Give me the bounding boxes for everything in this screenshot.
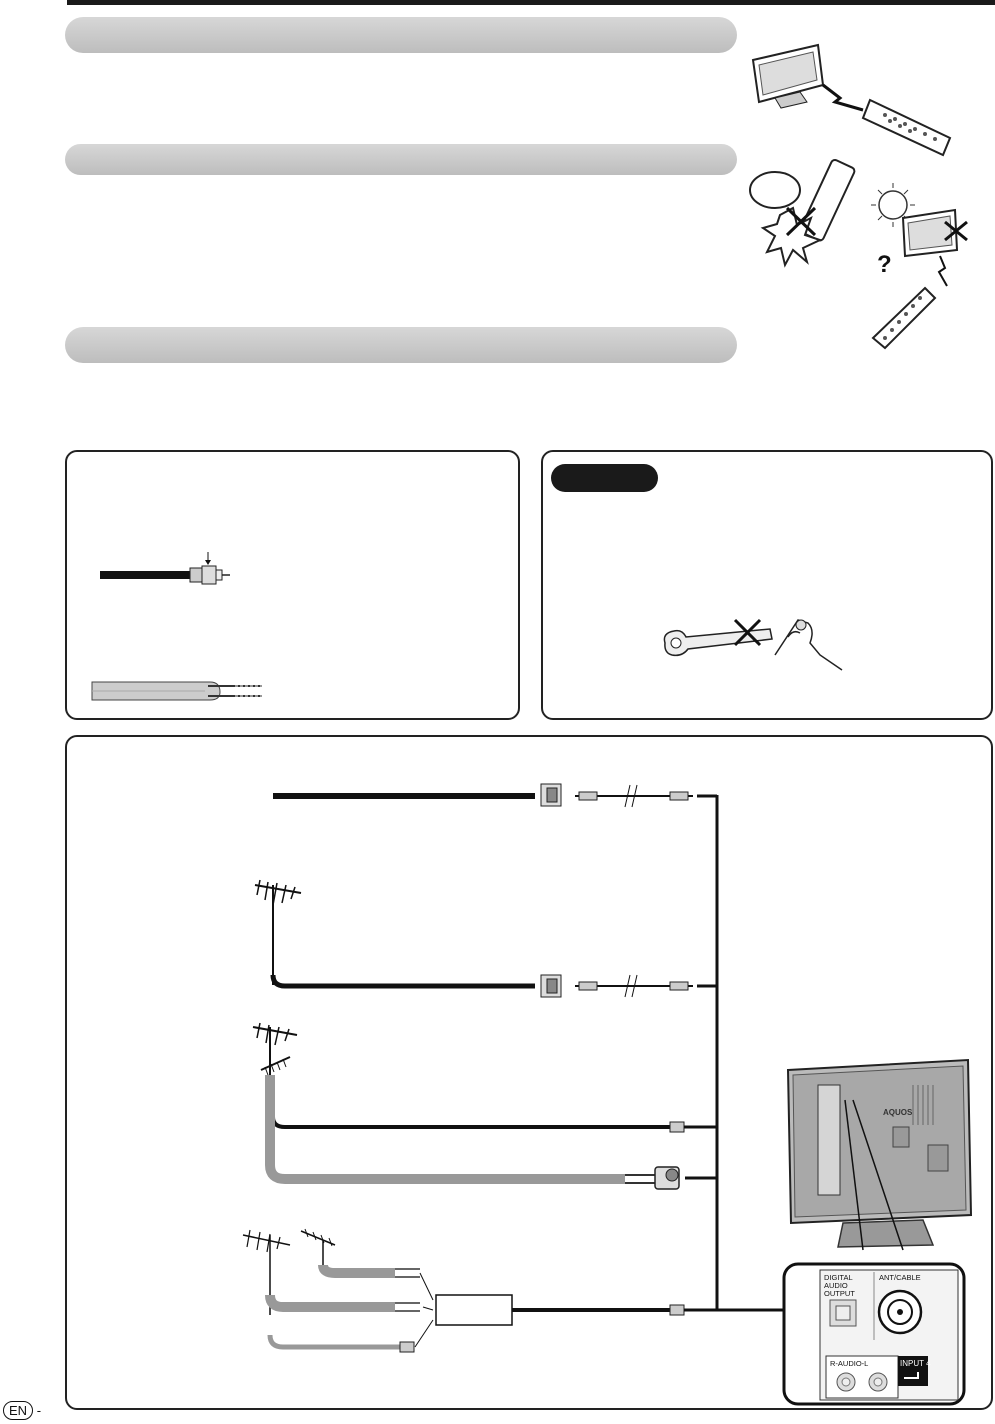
port-detail-inset	[782, 1262, 967, 1407]
tv-brand-label: AQUOS	[883, 1108, 913, 1117]
language-badge: EN	[3, 1401, 33, 1420]
caution-label-pill	[551, 464, 658, 492]
svg-text:R-AUDIO-L: R-AUDIO-L	[830, 1359, 869, 1368]
cable-service-line	[273, 784, 717, 807]
combiner-inputs	[270, 1265, 433, 1352]
svg-text:AUDIO: AUDIO	[824, 1281, 848, 1290]
combiner-output-line	[512, 1305, 717, 1315]
page-dash: -	[36, 1403, 42, 1418]
twin-lead-cable-illustration	[90, 676, 270, 706]
combined-coaxial-line	[273, 1075, 717, 1132]
matching-transformer-icon	[655, 1167, 679, 1189]
remote-do-not-drop-icon	[750, 159, 856, 265]
combined-twin-lead-line	[270, 1075, 717, 1189]
vhf-uhf-antenna-icon	[253, 1023, 297, 1075]
coaxial-antenna-line	[273, 975, 717, 997]
remote-operation-illustration	[745, 40, 960, 360]
input4-label	[898, 1356, 931, 1386]
section-header-bar-1	[65, 17, 737, 53]
tv-with-remote-icon	[753, 45, 950, 155]
hand-tighten-only-illustration	[660, 615, 850, 675]
top-rule	[67, 0, 995, 5]
combiner-box	[436, 1295, 512, 1325]
audio-input-ports	[826, 1356, 898, 1398]
language-page-marker	[3, 1401, 41, 1420]
coaxial-f-connector-illustration	[98, 550, 238, 590]
svg-text:INPUT 4: INPUT 4	[900, 1359, 931, 1368]
section-header-bar-3	[65, 327, 737, 363]
sunlight-interference-icon	[871, 183, 967, 348]
svg-text:OUTPUT: OUTPUT	[824, 1289, 855, 1298]
svg-text:ANT/CABLE: ANT/CABLE	[879, 1273, 921, 1282]
tv-rear-view-illustration	[783, 1055, 973, 1255]
svg-text:?: ?	[877, 251, 892, 278]
outdoor-antenna-icon	[255, 880, 301, 985]
section-header-bar-2	[65, 144, 737, 175]
svg-text:DIGITAL: DIGITAL	[824, 1273, 853, 1282]
